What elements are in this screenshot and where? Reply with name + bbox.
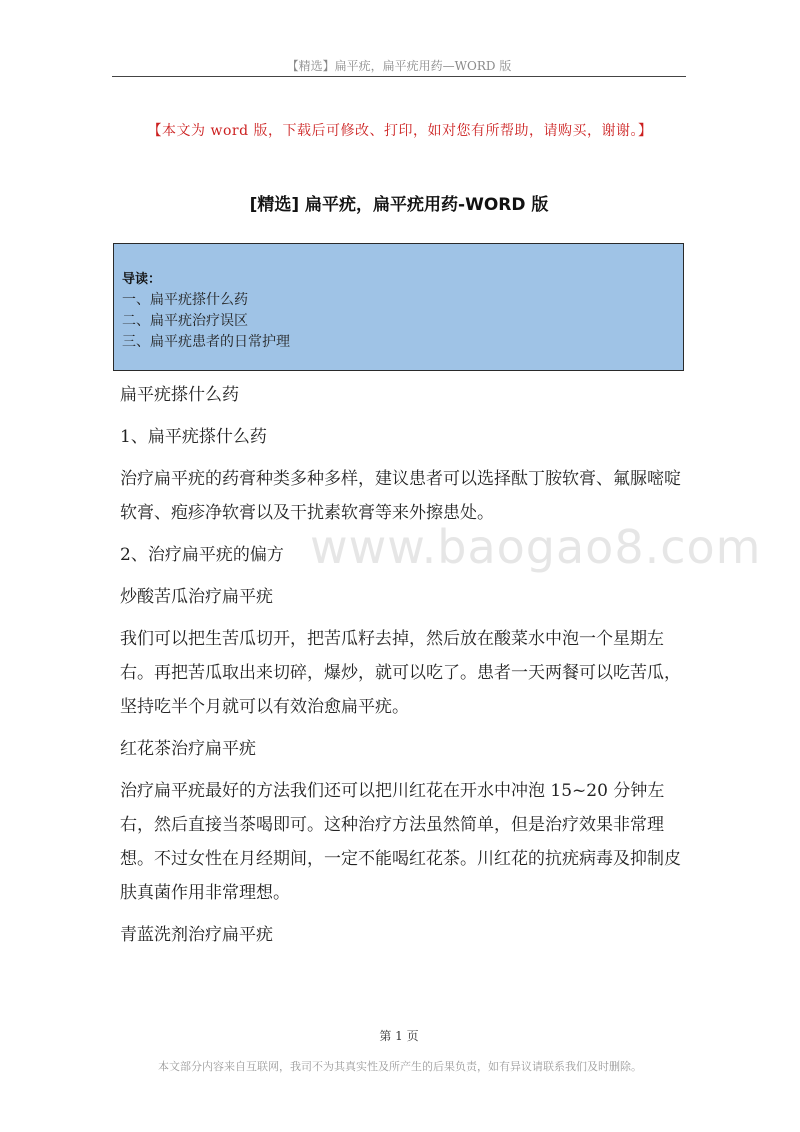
running-header: 【精选】扁平疣，扁平疣用药—WORD 版: [286, 59, 512, 73]
footer-disclaimer: 本文部分内容来自互联网，我司不为其真实性及所产生的后果负责，如有异议请联系我们及时删除。: [158, 1060, 642, 1073]
guide-item: 一、扁平疣搽什么药: [122, 292, 248, 308]
paragraph: 我们可以把生苦瓜切开，把苦瓜籽去掉，然后放在酸菜水中泡一个星期左右。再把苦瓜取出来切碎，爆炒，就可以吃了。患者一天两餐可以吃苦瓜，坚持吃半个月就可以有效治愈扁平疣。: [120, 629, 681, 717]
watermark: www.baogao8.com: [310, 520, 762, 574]
guide-label: 导读：: [122, 272, 162, 287]
remedy-heading: 青蓝洗剂治疗扁平疣: [120, 925, 273, 945]
document-title: [精选] 扁平疣，扁平疣用药-WORD 版: [249, 195, 549, 215]
header-divider: [112, 76, 686, 77]
guide-box: [113, 243, 684, 371]
subsection-heading: 2、治疗扁平疣的偏方: [120, 545, 284, 565]
remedy-heading: 红花茶治疗扁平疣: [120, 739, 256, 759]
document-body: [120, 378, 686, 960]
guide-item: 三、扁平疣患者的日常护理: [122, 334, 290, 350]
page-number: 第 1 页: [379, 1029, 419, 1043]
guide-item: 二、扁平疣治疗误区: [122, 313, 248, 329]
paragraph: 治疗扁平疣的药膏种类多种多样，建议患者可以选择酞丁胺软膏、氟脲嘧啶软膏、疱疹净软膏以及干扰素软膏等来外擦患处。: [120, 469, 681, 523]
subsection-heading: 1、扁平疣搽什么药: [120, 427, 267, 447]
paragraph: 治疗扁平疣最好的方法我们还可以把川红花在开水中冲泡 15~20 分钟左右，然后直接当茶喝即可。这种治疗方法虽然简单，但是治疗效果非常理想。不过女性在月经期间，一定不能喝红花茶。川红花的抗疣病毒及抑制皮肤真菌作用非常理想。: [120, 781, 681, 903]
section-heading: 扁平疣搽什么药: [120, 385, 239, 405]
remedy-heading: 炒酸苦瓜治疗扁平疣: [120, 587, 273, 607]
purchase-notice: 【本文为 word 版，下载后可修改、打印，如对您有所帮助，请购买，谢谢。】: [147, 123, 653, 139]
